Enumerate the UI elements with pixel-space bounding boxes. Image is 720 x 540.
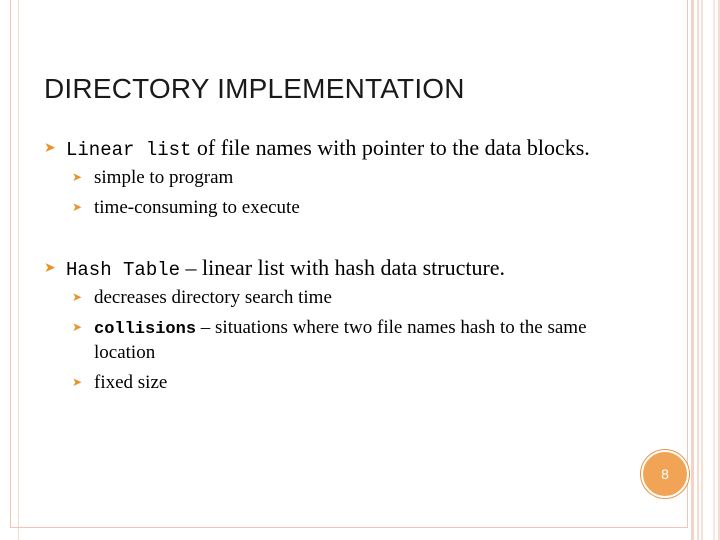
sub-bullet xyxy=(72,317,587,339)
right-decorative-stripe xyxy=(713,0,715,540)
page-number-badge: 8 xyxy=(641,450,689,498)
sub-bullet xyxy=(72,372,167,394)
sub-bullet xyxy=(72,287,332,309)
right-decorative-stripe xyxy=(701,0,703,540)
sub-bullet-arrow-icon: ➤ xyxy=(72,320,83,334)
sub-bullet-arrow-icon: ➤ xyxy=(72,200,83,214)
sub-bullet-arrow-icon: ➤ xyxy=(72,375,83,389)
term-collisions: collisions xyxy=(94,320,197,339)
sub-bullet xyxy=(72,167,233,189)
sub-bullet-text: fixed size xyxy=(94,372,168,393)
bullet-text: – linear list with hash data structure. xyxy=(180,255,506,280)
sub-bullet-arrow-icon: ➤ xyxy=(72,290,83,304)
sub-bullet-continuation: location xyxy=(94,342,156,363)
bullet-arrow-icon: ➤ xyxy=(44,141,56,156)
bullet-arrow-icon: ➤ xyxy=(44,261,56,276)
bullet-hash-table xyxy=(44,255,505,281)
sub-bullet-text: – situations where two file names hash to the same xyxy=(196,317,587,338)
sub-bullet xyxy=(72,197,300,219)
sub-bullet-arrow-icon: ➤ xyxy=(72,170,83,184)
bullet-linear-list xyxy=(44,135,590,161)
sub-bullet-text: decreases directory search time xyxy=(94,287,332,308)
bullet-text: of file names with pointer to the data blocks. xyxy=(191,135,590,160)
right-decorative-stripe xyxy=(691,0,694,540)
sub-bullet-text: simple to program xyxy=(94,167,234,188)
slide-title: DIRECTORY IMPLEMENTATION xyxy=(44,73,465,104)
term-hash-table: Hash Table xyxy=(66,259,181,281)
sub-bullet-text: time-consuming to execute xyxy=(94,197,300,218)
right-decorative-stripe xyxy=(697,0,699,540)
term-linear-list: Linear list xyxy=(66,139,192,161)
